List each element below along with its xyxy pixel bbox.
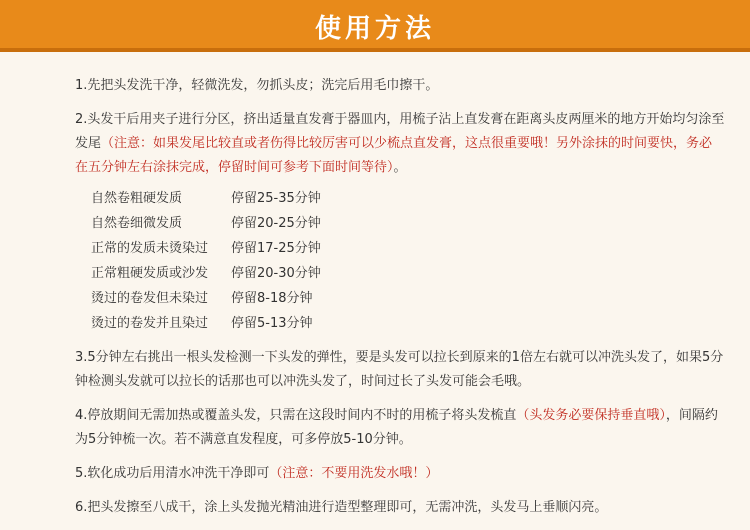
hold-time-table [91,186,321,336]
step-4 [75,404,725,452]
step-2-suffix: 。 [393,160,407,175]
step-3 [75,346,725,394]
step-2-text: 2.头发干后用夹子进行分区，挤出适量直发膏于器皿内，用梳子沾上直发膏在距离头皮两厘米的地方开始均匀涂至发尾 [75,112,725,151]
page-title: 使用方法 [314,13,435,44]
hold-time: 停留5-13分钟 [231,315,313,331]
step-2 [75,108,725,336]
hold-time: 停留25-35分钟 [231,190,321,206]
table-row [91,311,321,336]
step-5-text: 5.软化成功后用清水冲洗干净即可 [75,466,270,481]
instructions [75,74,725,530]
step-3-text: 3.5分钟左右挑出一根头发检测一下头发的弹性，要是头发可以拉长到原来的1倍左右就可以冲洗头发了，如果5分钟检测头发就可以拉长的话那也可以冲洗头发了，时间过长了头发可能会毛哦。 [75,350,724,389]
hold-time: 停留8-18分钟 [231,290,313,306]
step-5-paragraph [75,462,725,486]
step-1-text: 1.先把头发洗干净，轻微洗发，勿抓头皮；洗完后用毛巾擦干。 [75,78,439,93]
step-2-paragraph [75,108,725,180]
hold-time: 停留17-25分钟 [231,240,321,256]
table-row [91,186,321,211]
hair-type: 正常粗硬发质或沙发 [91,265,209,281]
hair-type: 烫过的卷发但未染过 [91,290,209,306]
hair-type: 自然卷粗硬发质 [91,190,183,206]
step-4-paragraph [75,404,725,452]
step-1 [75,74,725,98]
step-4-text: 4.停放期间无需加热或覆盖头发，只需在这段时间内不时的用梳子将头发梳直 [75,408,517,423]
table-row [91,286,321,311]
step-4-suffix: ，间隔约为5分钟梳一次。若不满意直发程度，可多停放5-10分钟。 [75,408,718,447]
step-2-note: （注意：如果发尾比较直或者伤得比较厉害可以少梳点直发膏，这点很重要哦！另外涂抹的时间要快，务必在五分钟左右涂抹完成，停留时间可参考下面时间等待） [75,136,713,175]
step-5-note: （注意：不要用洗发水哦！） [269,466,439,481]
hold-time: 停留20-30分钟 [231,265,321,281]
header-banner [0,0,750,52]
step-5 [75,462,725,486]
table-row [91,236,321,261]
hold-time: 停留20-25分钟 [231,215,321,231]
step-6-text: 6.把头发擦至八成干，涂上头发抛光精油进行造型整理即可，无需冲洗，头发马上垂顺闪亮。 [75,500,608,515]
table-row [91,211,321,236]
step-6 [75,496,725,520]
hair-type: 烫过的卷发并且染过 [91,315,209,331]
table-row [91,261,321,286]
step-4-note: （头发务必要保持垂直哦） [516,408,666,423]
hair-type: 自然卷细微发质 [91,215,183,231]
header-underline [0,48,750,52]
hair-type: 正常的发质未烫染过 [91,240,209,256]
